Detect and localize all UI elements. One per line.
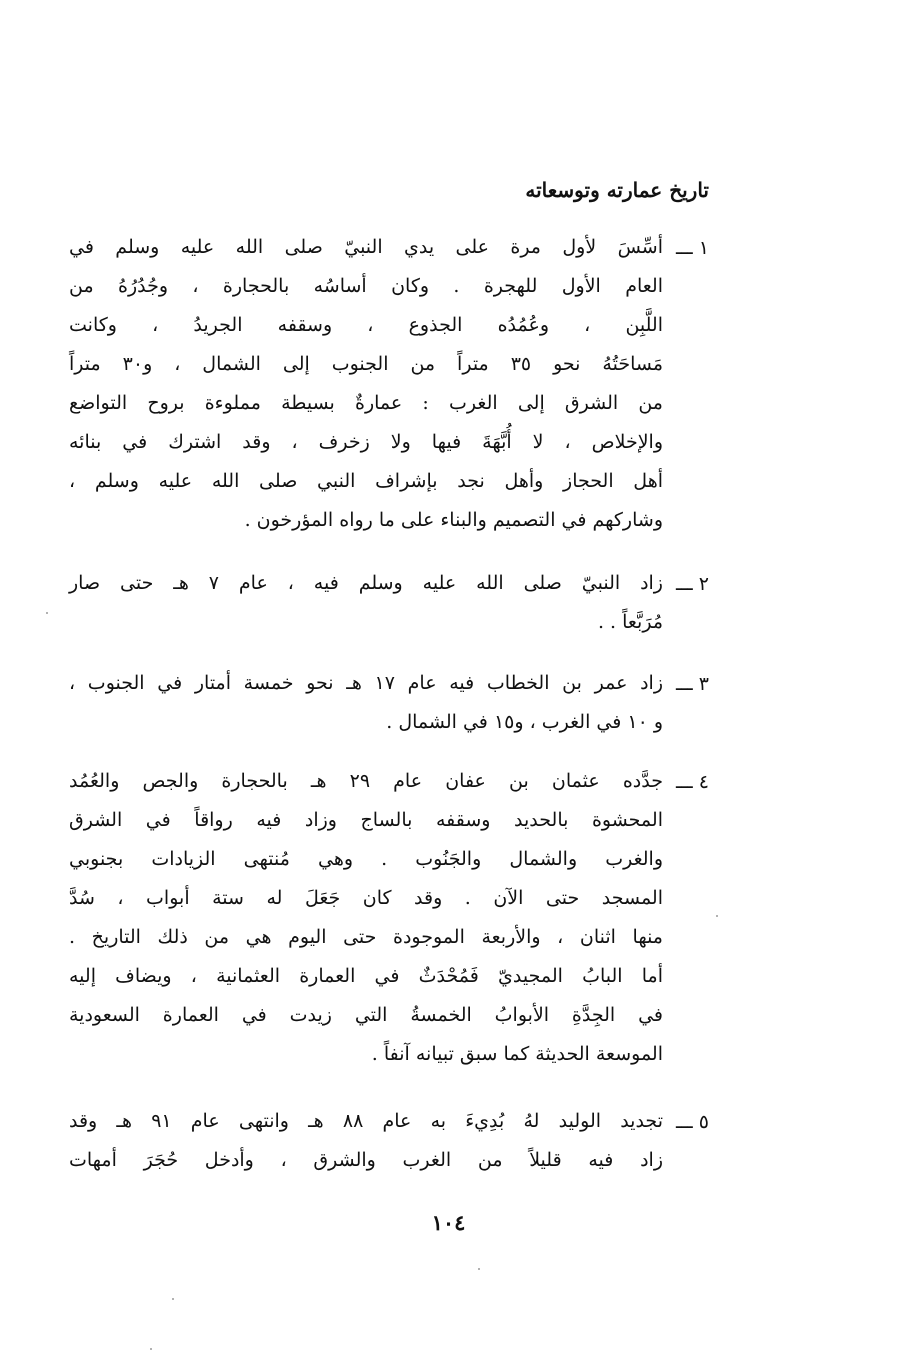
text-line: أما البابُ المجيديّ فَمُحْدَثٌ في العمارة العثمانية ، ويضاف إليه (69, 965, 663, 987)
scan-speck (716, 915, 718, 917)
text-line: جدَّده عثمان بن عفان عام ٢٩ هـ بالحجارة والجص والعُمُد (69, 770, 663, 792)
scan-speck (478, 1268, 480, 1270)
scan-speck (172, 1298, 174, 1300)
text-line: و ١٠ في الغرب ، و١٥ في الشمال . (386, 711, 663, 733)
item-number: ٤ ـــ (676, 771, 709, 793)
item-text (69, 228, 663, 540)
scan-speck (46, 612, 48, 614)
text-line: وشاركهم في التصميم والبناء على ما رواه المؤرخون . (244, 509, 663, 531)
text-line: مَساحَتُهُ نحو ٣٥ متراً من الجنوب إلى الشمال ، و٣٠ متراً (69, 353, 664, 375)
text-line: تجديد الوليد لهُ بُدِيءَ به عام ٨٨ هـ وانتهى عام ٩١ هـ وقد (69, 1110, 663, 1132)
item-number: ١ ـــ (676, 237, 709, 259)
item-text (69, 762, 663, 1074)
section-heading: تاريخ عمارته وتوسعاته (525, 178, 709, 202)
list-item (69, 762, 709, 1082)
text-line: في الجِدَّةِ الأبوابُ الخمسةُ التي زيدت في العمارة السعودية (69, 1004, 663, 1026)
text-line: الموسعة الحديثة كما سبق تبيانه آنفاً . (371, 1043, 663, 1065)
text-line: والغرب والشمال والجَنُوب . وهي مُنتهى الزيادات بجنوبي (69, 848, 663, 870)
page-number: ١٠٤ (431, 1210, 466, 1235)
list-item (69, 1102, 709, 1182)
text-line: مُرَبَّعاً . . (597, 611, 663, 633)
list-item (69, 564, 709, 644)
item-text (69, 564, 663, 642)
text-line: والإخلاص ، لا أُبَّهَةَ فيها ولا زخرف ، وقد اشترك في بنائه (69, 431, 663, 453)
item-number: ٣ ـــ (676, 673, 709, 695)
list-item (69, 228, 709, 548)
text-line: زاد عمر بن الخطاب فيه عام ١٧ هـ نحو خمسة أمتار في الجنوب ، (69, 672, 663, 694)
item-text (69, 1102, 663, 1180)
text-line: من الشرق إلى الغرب : عمارةٌ بسيطة مملوءة بروح التواضع (69, 392, 663, 414)
item-text (69, 664, 663, 742)
text-line: زاد النبيّ صلى الله عليه وسلم فيه ، عام ٧ هـ حتى صار (69, 572, 663, 594)
scan-speck (150, 1348, 152, 1350)
text-line: زاد فيه قليلاً من الغرب والشرق ، وأدخل حُجَرَ أمهات (69, 1149, 663, 1171)
item-number: ٢ ـــ (676, 573, 709, 595)
text-line: العام الأول للهجرة . وكان أساسُه بالحجارة ، وجُدُرُهُ من (69, 275, 663, 297)
text-line: أسِّسَ لأول مرة على يدي النبيّ صلى الله عليه وسلم في (69, 236, 663, 258)
list-item (69, 664, 709, 744)
text-line: منها اثنان ، والأربعة الموجودة حتى اليوم هي من ذلك التاريخ . (69, 926, 663, 948)
text-line: أهل الحجاز وأهل نجد بإشراف النبي صلى الله عليه وسلم ، (69, 470, 663, 492)
text-line: المحشوة بالحديد وسقفه بالساج وزاد فيه رواقاً في الشرق (69, 809, 663, 831)
item-number: ٥ ـــ (676, 1111, 709, 1133)
text-line: المسجد حتى الآن . وقد كان جَعَلَ له ستة أبواب ، سُدَّ (69, 887, 663, 909)
text-line: اللَّبِن ، وعُمُدُه الجذوع ، وسقفه الجريدُ ، وكانت (69, 314, 663, 336)
